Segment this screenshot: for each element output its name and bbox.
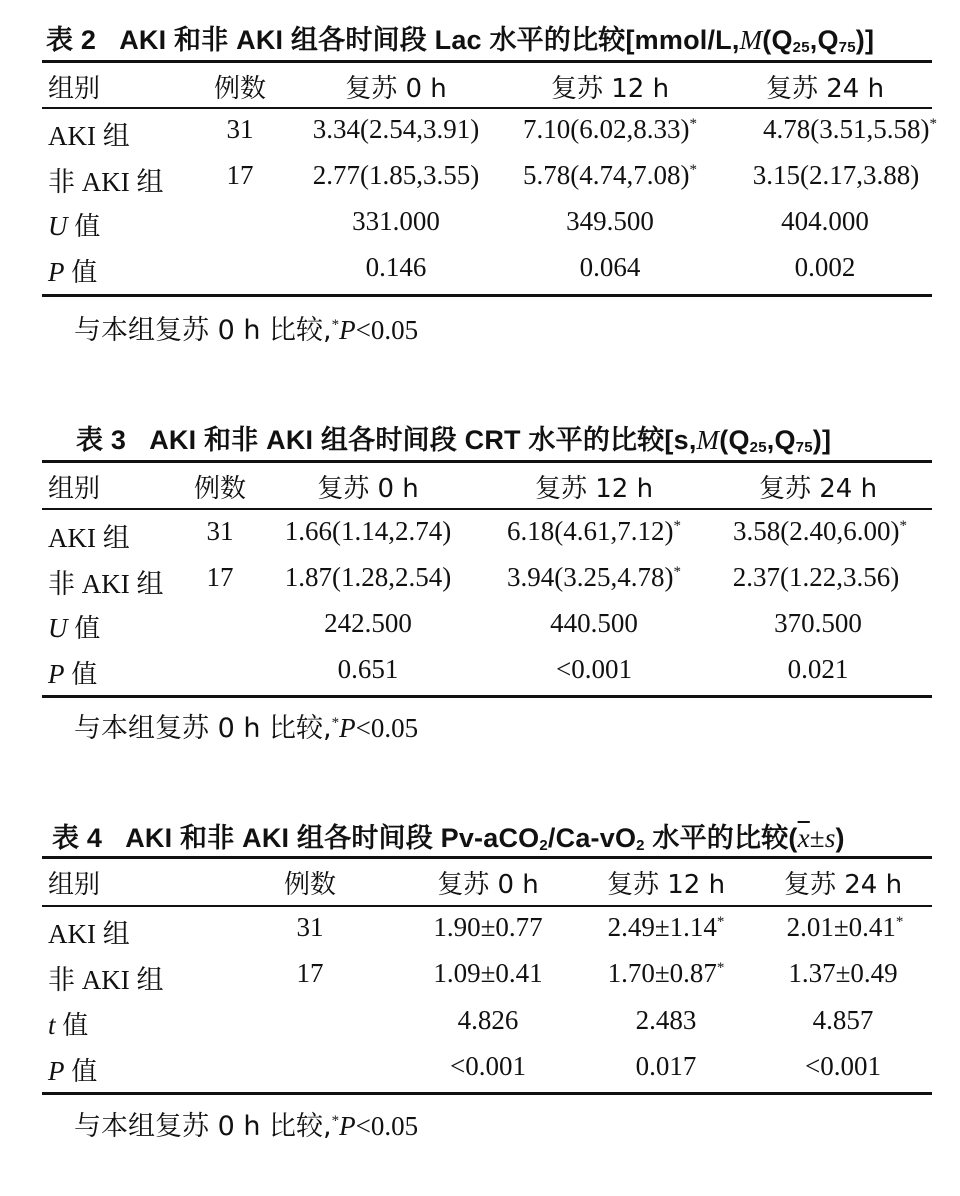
table3-caption-part: (Q bbox=[719, 425, 750, 455]
p-symbol: P bbox=[339, 1111, 356, 1141]
table4-row2-h24: 1.37±0.49 bbox=[788, 958, 898, 988]
p-symbol: P bbox=[339, 713, 356, 743]
p-symbol: P bbox=[48, 1056, 65, 1086]
table4-number: 表 4 bbox=[52, 823, 103, 853]
value-label: 值 bbox=[62, 1011, 89, 1041]
table4-row1-h24 bbox=[787, 912, 904, 943]
value-label: 值 bbox=[71, 1057, 98, 1087]
footnote-text: 与本组复苏 0 h 比较, bbox=[74, 713, 332, 744]
table3-row2-h0: 1.87(1.28,2.54) bbox=[284, 562, 452, 592]
table3-row1-h24-value: 3.58(2.40,6.00) bbox=[733, 516, 900, 546]
table4-stat-p-label bbox=[48, 1051, 97, 1088]
table4-stat-t-label bbox=[48, 1005, 88, 1042]
table4-t-h12: 2.483 bbox=[635, 1005, 697, 1035]
u-symbol: U bbox=[48, 613, 68, 643]
table4-p-h0: <0.001 bbox=[450, 1051, 526, 1081]
table3-bottom-rule bbox=[42, 695, 932, 698]
table3-caption-part: ,Q bbox=[766, 425, 796, 455]
table3-u-h24: 370.500 bbox=[774, 608, 862, 638]
sd-symbol: s bbox=[824, 823, 836, 853]
table4-caption-part: 水平的比较( bbox=[644, 823, 798, 853]
table2-row2-group: 非 AKI 组 bbox=[48, 167, 164, 197]
table2-row1-group: AKI 组 bbox=[48, 121, 130, 151]
table2-number: 表 2 bbox=[46, 25, 97, 55]
table4-header-n: 例数 bbox=[283, 870, 337, 900]
table3-u-h0: 242.500 bbox=[324, 608, 412, 638]
table3-stat-p-label bbox=[48, 654, 97, 691]
table2-header-n: 例数 bbox=[213, 74, 267, 104]
table4-p-h24: <0.001 bbox=[805, 1051, 881, 1081]
table2-top-rule bbox=[42, 60, 932, 63]
table2-p-h24: 0.002 bbox=[794, 252, 856, 282]
table4-header-h12: 复苏 12 h bbox=[606, 870, 726, 900]
table2-row2-h12 bbox=[523, 160, 697, 191]
mean-symbol: $\overline{x}$ bbox=[797, 823, 810, 853]
table2-footnote bbox=[74, 308, 418, 347]
table3-row1-h0: 1.66(1.14,2.74) bbox=[284, 516, 452, 546]
table3-caption-sub: 25 bbox=[749, 439, 767, 456]
table4-footnote bbox=[74, 1104, 418, 1143]
p-symbol: P bbox=[48, 659, 65, 689]
footnote-threshold: <0.05 bbox=[355, 315, 419, 345]
significance-star: * bbox=[716, 960, 725, 976]
p-symbol: P bbox=[339, 315, 356, 345]
table2-row1-h12-value: 7.10(6.02,8.33) bbox=[523, 114, 690, 144]
value-label: 值 bbox=[71, 258, 98, 288]
table3-row1-group: AKI 组 bbox=[48, 523, 130, 553]
table2-row1-h12 bbox=[523, 114, 697, 145]
table2-caption-part: ,Q bbox=[809, 25, 839, 55]
footnote-text: 与本组复苏 0 h 比较, bbox=[74, 315, 332, 346]
table2-stat-u-label bbox=[48, 206, 100, 243]
table3-title: AKI 和非 AKI 组各时间段 CRT 水平的比较[s, bbox=[149, 425, 697, 455]
u-symbol: U bbox=[48, 211, 68, 241]
table3-p-h24: 0.021 bbox=[787, 654, 849, 684]
table4-row1-n: 31 bbox=[296, 912, 324, 942]
significance-star: * bbox=[899, 518, 907, 534]
table4-header-group: 组别 bbox=[48, 870, 101, 900]
table3-top-rule bbox=[42, 460, 932, 463]
table4-top-rule bbox=[42, 856, 932, 859]
plus-minus-symbol: ± bbox=[809, 823, 825, 853]
table3-header-group: 组别 bbox=[48, 474, 101, 504]
table2-title: AKI 和非 AKI 组各时间段 Lac 水平的比较[mmol/L, bbox=[119, 25, 740, 55]
value-label: 值 bbox=[71, 660, 98, 690]
significance-star: * bbox=[929, 116, 937, 132]
table2-header-rule bbox=[42, 107, 932, 109]
significance-star: * bbox=[716, 914, 725, 930]
table4-row2-group: 非 AKI 组 bbox=[48, 965, 164, 995]
table2-stat-p-label bbox=[48, 252, 97, 289]
table4-row2-h12-value: 1.70±0.87 bbox=[607, 958, 717, 988]
table3-footnote bbox=[74, 706, 418, 745]
table3-row1-h24 bbox=[733, 516, 907, 547]
table4-row2-h12 bbox=[608, 958, 725, 989]
table3-stat-u-label bbox=[48, 608, 100, 645]
table2-row2-n: 17 bbox=[226, 160, 254, 190]
table4-title: AKI 和非 AKI 组各时间段 Pv-aCO bbox=[125, 823, 540, 853]
table2-row2-h24: 3.15(2.17,3.88) bbox=[752, 160, 920, 190]
table4-caption-part: /Ca-vO bbox=[547, 823, 637, 853]
table2-header-h24: 复苏 24 h bbox=[765, 74, 885, 104]
table2-p-h12: 0.064 bbox=[579, 252, 641, 282]
table2-row1-h24 bbox=[763, 114, 937, 145]
table4-header-rule bbox=[42, 905, 932, 907]
table4-row1-h0: 1.90±0.77 bbox=[433, 912, 543, 942]
value-label: 值 bbox=[74, 212, 101, 242]
table3-header-h24: 复苏 24 h bbox=[758, 474, 878, 504]
table4-row1-h12-value: 2.49±1.14 bbox=[607, 912, 717, 942]
table2-header-h12: 复苏 12 h bbox=[550, 74, 670, 104]
table3-row1-h12 bbox=[507, 516, 681, 547]
table2-row1-h0: 3.34(2.54,3.91) bbox=[312, 114, 480, 144]
table2-u-h0: 331.000 bbox=[352, 206, 440, 236]
table2-bottom-rule bbox=[42, 294, 932, 297]
p-symbol: P bbox=[48, 257, 65, 287]
table2-row2-h0: 2.77(1.85,3.55) bbox=[312, 160, 480, 190]
table4-bottom-rule bbox=[42, 1092, 932, 1095]
significance-star: * bbox=[331, 715, 340, 731]
table4-row2-n: 17 bbox=[296, 958, 324, 988]
table4-header-h24: 复苏 24 h bbox=[783, 870, 903, 900]
table2-header-h0: 复苏 0 h bbox=[345, 74, 447, 104]
table4-row1-h24-value: 2.01±0.41 bbox=[786, 912, 896, 942]
table4-caption-sub: 2 bbox=[636, 837, 645, 854]
table3-p-h0: 0.651 bbox=[337, 654, 399, 684]
table3-row2-n: 17 bbox=[206, 562, 234, 592]
table4-caption-part: ) bbox=[835, 823, 845, 853]
table3-number: 表 3 bbox=[76, 425, 127, 455]
table2-row1-h24-value: 4.78(3.51,5.58) bbox=[763, 114, 930, 144]
table3-row2-h24: 2.37(1.22,3.56) bbox=[732, 562, 900, 592]
table4-caption-sub: 2 bbox=[539, 837, 548, 854]
significance-star: * bbox=[673, 518, 681, 534]
table2-caption bbox=[46, 18, 874, 57]
table3-row2-group: 非 AKI 组 bbox=[48, 569, 164, 599]
table4-t-h0: 4.826 bbox=[457, 1005, 519, 1035]
table2-p-h0: 0.146 bbox=[365, 252, 427, 282]
table3-caption-part: )] bbox=[812, 425, 832, 455]
table3-header-h12: 复苏 12 h bbox=[534, 474, 654, 504]
table2-row1-n: 31 bbox=[226, 114, 254, 144]
table4-row2-h0: 1.09±0.41 bbox=[433, 958, 543, 988]
table4-header-h0: 复苏 0 h bbox=[437, 870, 539, 900]
table3-header-h0: 复苏 0 h bbox=[317, 474, 419, 504]
significance-star: * bbox=[331, 1113, 340, 1129]
table4-caption bbox=[52, 816, 845, 855]
footnote-threshold: <0.05 bbox=[355, 713, 419, 743]
table3-header-rule bbox=[42, 508, 932, 510]
significance-star: * bbox=[689, 162, 697, 178]
table2-caption-sub: 25 bbox=[792, 39, 810, 56]
table4-p-h12: 0.017 bbox=[635, 1051, 697, 1081]
table3-caption-sub: 75 bbox=[795, 439, 813, 456]
significance-star: * bbox=[689, 116, 697, 132]
table3-row2-h12 bbox=[507, 562, 681, 593]
table2-caption-part: (Q bbox=[762, 25, 793, 55]
table4-row1-h12 bbox=[608, 912, 725, 943]
footnote-threshold: <0.05 bbox=[355, 1111, 419, 1141]
table3-header-n: 例数 bbox=[193, 474, 247, 504]
table2-u-h24: 404.000 bbox=[781, 206, 869, 236]
table3-p-h12: <0.001 bbox=[556, 654, 632, 684]
table4-t-h24: 4.857 bbox=[812, 1005, 874, 1035]
table2-header-group: 组别 bbox=[48, 74, 101, 104]
table3-row1-h12-value: 6.18(4.61,7.12) bbox=[507, 516, 674, 546]
significance-star: * bbox=[673, 564, 681, 580]
table2-caption-sub: 75 bbox=[838, 39, 856, 56]
table2-median-symbol: M bbox=[739, 25, 763, 55]
table2-caption-part: )] bbox=[855, 25, 875, 55]
table3-caption bbox=[76, 418, 831, 457]
table3-median-symbol: M bbox=[696, 425, 720, 455]
footnote-text: 与本组复苏 0 h 比较, bbox=[74, 1111, 332, 1142]
table4-row1-group: AKI 组 bbox=[48, 919, 130, 949]
table2-u-h12: 349.500 bbox=[566, 206, 654, 236]
table3-u-h12: 440.500 bbox=[550, 608, 638, 638]
value-label: 值 bbox=[74, 614, 101, 644]
significance-star: * bbox=[331, 317, 340, 333]
significance-star: * bbox=[895, 914, 904, 930]
table3-row2-h12-value: 3.94(3.25,4.78) bbox=[507, 562, 674, 592]
t-symbol: t bbox=[48, 1010, 56, 1040]
table3-row1-n: 31 bbox=[206, 516, 234, 546]
table2-row2-h12-value: 5.78(4.74,7.08) bbox=[523, 160, 690, 190]
